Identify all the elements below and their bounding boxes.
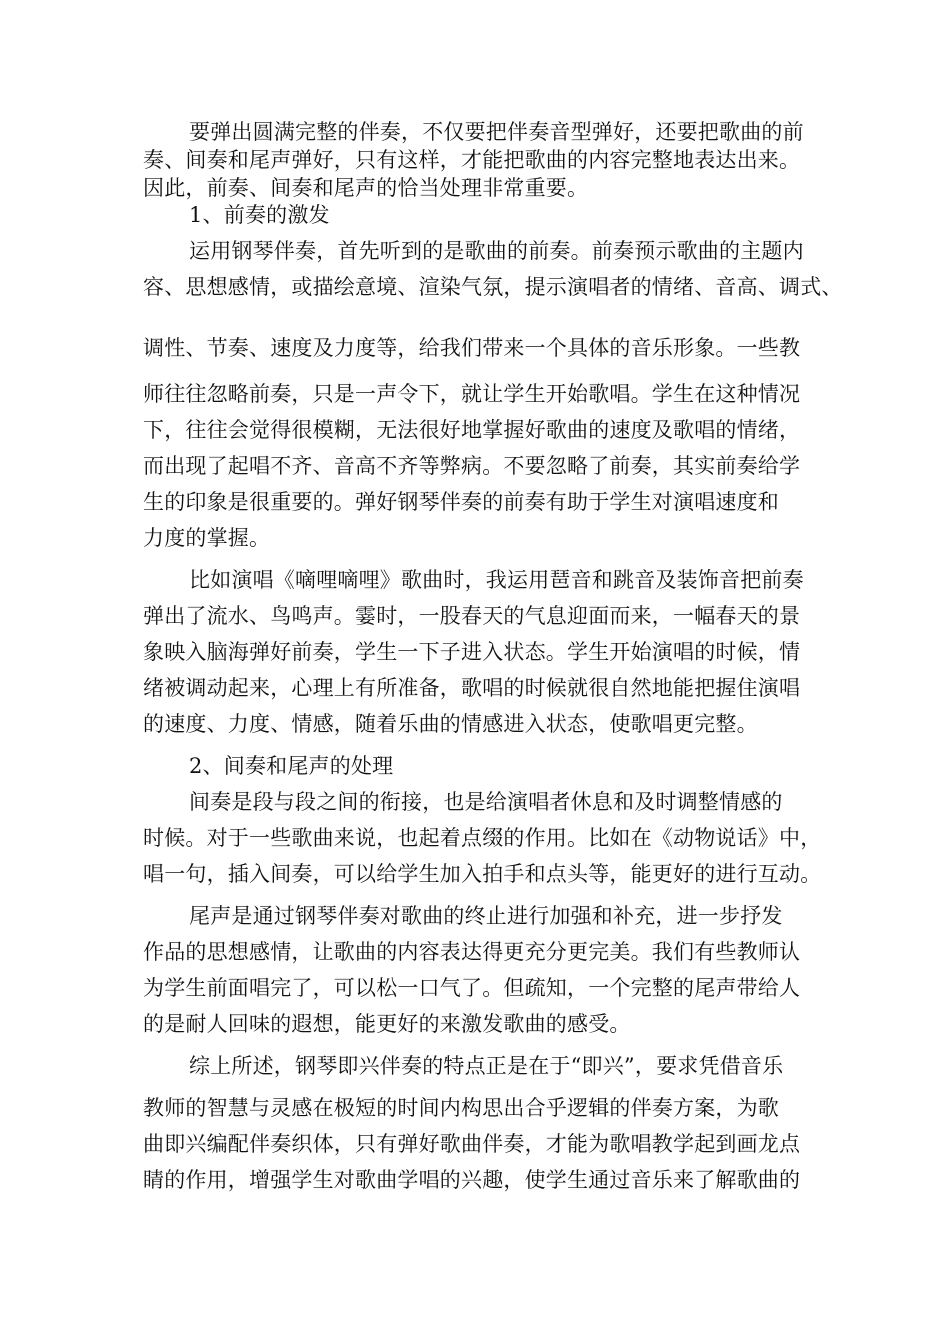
section-heading: 1、前奏的激发 xyxy=(189,203,330,227)
paragraph-line: 作品的思想感情，让歌曲的内容表达得更充分更完美。我们有些教师认 xyxy=(143,940,801,964)
paragraph-line: 运用钢琴伴奏，首先听到的是歌曲的前奏。前奏预示歌曲的主题内 xyxy=(189,239,804,263)
paragraph-line: 弹出了流水、鸟鸣声。霎时，一股春天的气息迎面而来，一幅春天的景 xyxy=(143,604,801,628)
paragraph-line: 为学生前面唱完了，可以松一口气了。但疏知，一个完整的尾声带给人 xyxy=(143,976,801,1000)
paragraph-line: 因此，前奏、间奏和尾声的恰当处理非常重要。 xyxy=(143,176,589,200)
paragraph-line: 睛的作用，增强学生对歌曲学唱的兴趣，使学生通过音乐来了解歌曲的 xyxy=(143,1168,801,1192)
paragraph-line: 师往往忽略前奏，只是一声令下，就让学生开始歌唱。学生在这种情况 xyxy=(143,382,801,406)
paragraph-line: 的是耐人回味的遐想，能更好的来激发歌曲的感受。 xyxy=(143,1012,631,1036)
paragraph-line: 生的印象是很重要的。弹好钢琴伴奏的前奏有助于学生对演唱速度和 xyxy=(143,490,779,514)
paragraph-line: 综上所述，钢琴即兴伴奏的特点正是在于“即兴”，要求凭借音乐 xyxy=(189,1054,784,1078)
section-heading: 2、间奏和尾声的处理 xyxy=(189,754,394,778)
paragraph-line: 象映入脑海弹好前奏，学生一下子进入状态。学生开始演唱的时候，情 xyxy=(143,640,801,664)
paragraph-line: 绪被调动起来，心理上有所准备，歌唱的时候就很自然地能把握住演唱 xyxy=(143,676,801,700)
paragraph-line: 力度的掌握。 xyxy=(143,526,271,550)
paragraph-line: 时候。对于一些歌曲来说，也起着点缀的作用。比如在《动物说话》中， xyxy=(143,826,822,850)
paragraph-line: 的速度、力度、情感，随着乐曲的情感进入状态，使歌唱更完整。 xyxy=(143,712,758,736)
paragraph-line: 教师的智慧与灵感在极短的时间内构思出合乎逻辑的伴奏方案，为歌 xyxy=(143,1096,779,1120)
paragraph-line: 奏、间奏和尾声弹好，只有这样，才能把歌曲的内容完整地表达出来。 xyxy=(143,148,801,172)
paragraph-line: 尾声是通过钢琴伴奏对歌曲的终止进行加强和补充，进一步抒发 xyxy=(189,904,783,928)
paragraph-line: 比如演唱《嘀哩嘀哩》歌曲时，我运用琶音和跳音及装饰音把前奏 xyxy=(189,568,804,592)
paragraph-line: 而出现了起唱不齐、音高不齐等弊病。不要忽略了前奏，其实前奏给学 xyxy=(143,454,801,478)
paragraph-line: 唱一句，插入间奏，可以给学生加入拍手和点头等，能更好的进行互动。 xyxy=(143,862,822,886)
paragraph-line: 曲即兴编配伴奏织体，只有弹好歌曲伴奏，才能为歌唱教学起到画龙点 xyxy=(143,1132,801,1156)
paragraph-line: 要弹出圆满完整的伴奏，不仅要把伴奏音型弹好，还要把歌曲的前 xyxy=(189,120,804,144)
paragraph-line: 间奏是段与段之间的衔接，也是给演唱者休息和及时调整情感的 xyxy=(189,790,783,814)
paragraph-line: 下，往往会觉得很模糊，无法很好地掌握好歌曲的速度及歌唱的情绪， xyxy=(143,418,801,442)
paragraph-line: 容、思想感情，或描绘意境、渲染气氛，提示演唱者的情绪、音高、调式、 xyxy=(143,275,843,299)
paragraph-line: 调性、节奏、速度及力度等，给我们带来一个具体的音乐形象。一些教 xyxy=(143,336,801,360)
